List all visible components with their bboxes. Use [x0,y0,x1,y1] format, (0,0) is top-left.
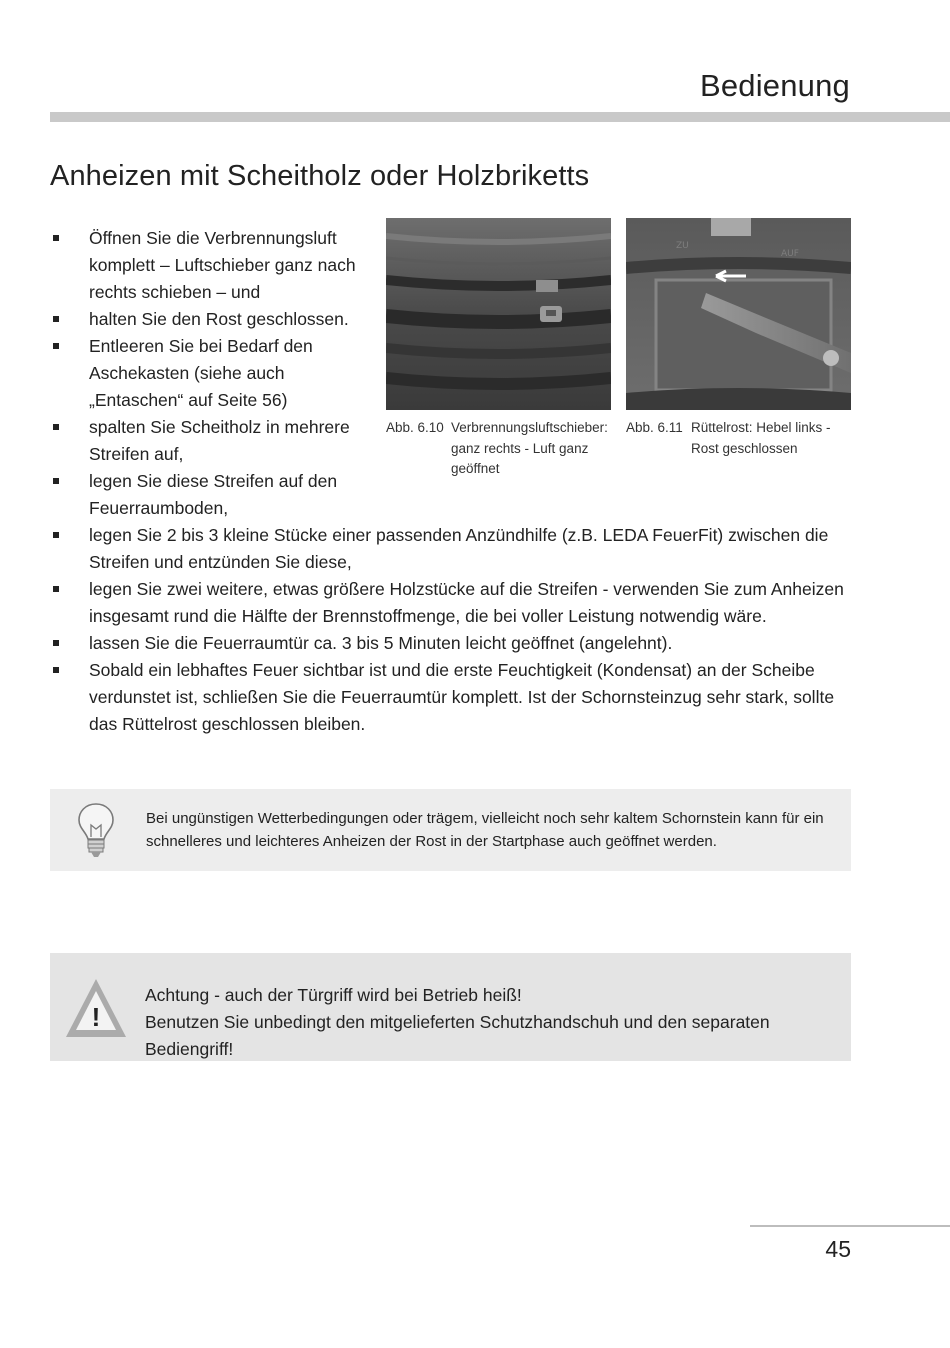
warning-symbol: ! [91,1002,101,1032]
tip-text: Bei ungünstigen Wetterbedingungen oder trägem, vielleicht noch sehr kaltem Schornstein kann für ein schnelleres und leichteres Anheizen der Rost in der Startphase auch geöffnet werden. [146,810,824,850]
figure-caption [626,418,851,459]
list-item: legen Sie 2 bis 3 kleine Stücke einer passenden Anzündhilfe (z.B. LEDA FeuerFit) zwischen die Streifen und entzünden Sie diese, [50,522,850,576]
list-item: Entleeren Sie bei Bedarf den Aschekasten (siehe auch „Entaschen“ auf Seite 56) [50,333,357,414]
warning-line-2: Benutzen Sie unbedingt den mitgelieferten Schutzhandschuh und den separaten Bediengriff! [145,1012,770,1059]
page-number: 45 [825,1236,851,1262]
lightbulb-icon [76,801,116,866]
warning-line-1: Achtung - auch der Türgriff wird bei Betrieb heiß! [145,985,522,1005]
list-item: legen Sie diese Streifen auf den Feuerraumboden, [50,468,357,522]
warning-box [50,953,851,1061]
figure-number: Abb. 6.11 [626,420,683,435]
figure-shaker-grate [626,218,851,459]
figure-caption-text: Rüttelrost: Hebel links - Rost geschlossen [691,420,831,456]
list-item: lassen Sie die Feuerraumtür ca. 3 bis 5 Minuten leicht geöffnet (angelehnt). [50,630,850,657]
list-item: Sobald ein lebhaftes Feuer sichtbar ist und die erste Feuchtigkeit (Kondensat) an der Scheibe verdunstet ist, schließen Sie die Feuerraumtür komplett. Ist der Schornsteinzug sehr stark, sollte das Rüttelrost geschlossen bleiben. [50,657,850,738]
shaker-grate-photo [626,218,851,410]
bullet-icon [53,640,59,646]
list-item: spalten Sie Scheitholz in mehrere Streifen auf, [50,414,357,468]
bullet-icon [53,343,59,349]
section-title: Bedienung [699,68,850,103]
figure-air-slider [386,218,611,480]
list-item: Öffnen Sie die Verbrennungsluft komplett – Luftschieber ganz nach rechts schieben – und [50,225,357,306]
photo-label-zu: ZU [676,241,689,251]
photo-label-auf: AUF [781,249,799,259]
bullet-icon [53,667,59,673]
bullet-icon [53,424,59,430]
bullet-icon [53,316,59,322]
list-item: halten Sie den Rost geschlossen. [50,306,357,333]
list-item: legen Sie zwei weitere, etwas größere Holzstücke auf die Streifen - verwenden Sie zum Anheizen insgesamt rund die Hälfte der Brennstoffmenge, die bei voller Leistung notwendig wäre. [50,576,850,630]
page-heading: Anheizen mit Scheitholz oder Holzbriketts [50,160,590,192]
footer-divider [750,1225,950,1227]
warning-triangle-icon [64,975,128,1044]
bullet-icon [53,478,59,484]
bullet-icon [53,235,59,241]
figure-number: Abb. 6.10 [386,420,444,435]
bullet-icon [53,532,59,538]
air-slider-photo [386,218,611,410]
figure-caption [386,418,611,480]
header-bar [50,112,950,122]
bullet-icon [53,586,59,592]
tip-box [50,789,851,871]
figure-caption-text: Verbrennungsluftschieber: ganz rechts - Luft ganz geöffnet [451,420,608,476]
warning-text [145,982,845,1063]
